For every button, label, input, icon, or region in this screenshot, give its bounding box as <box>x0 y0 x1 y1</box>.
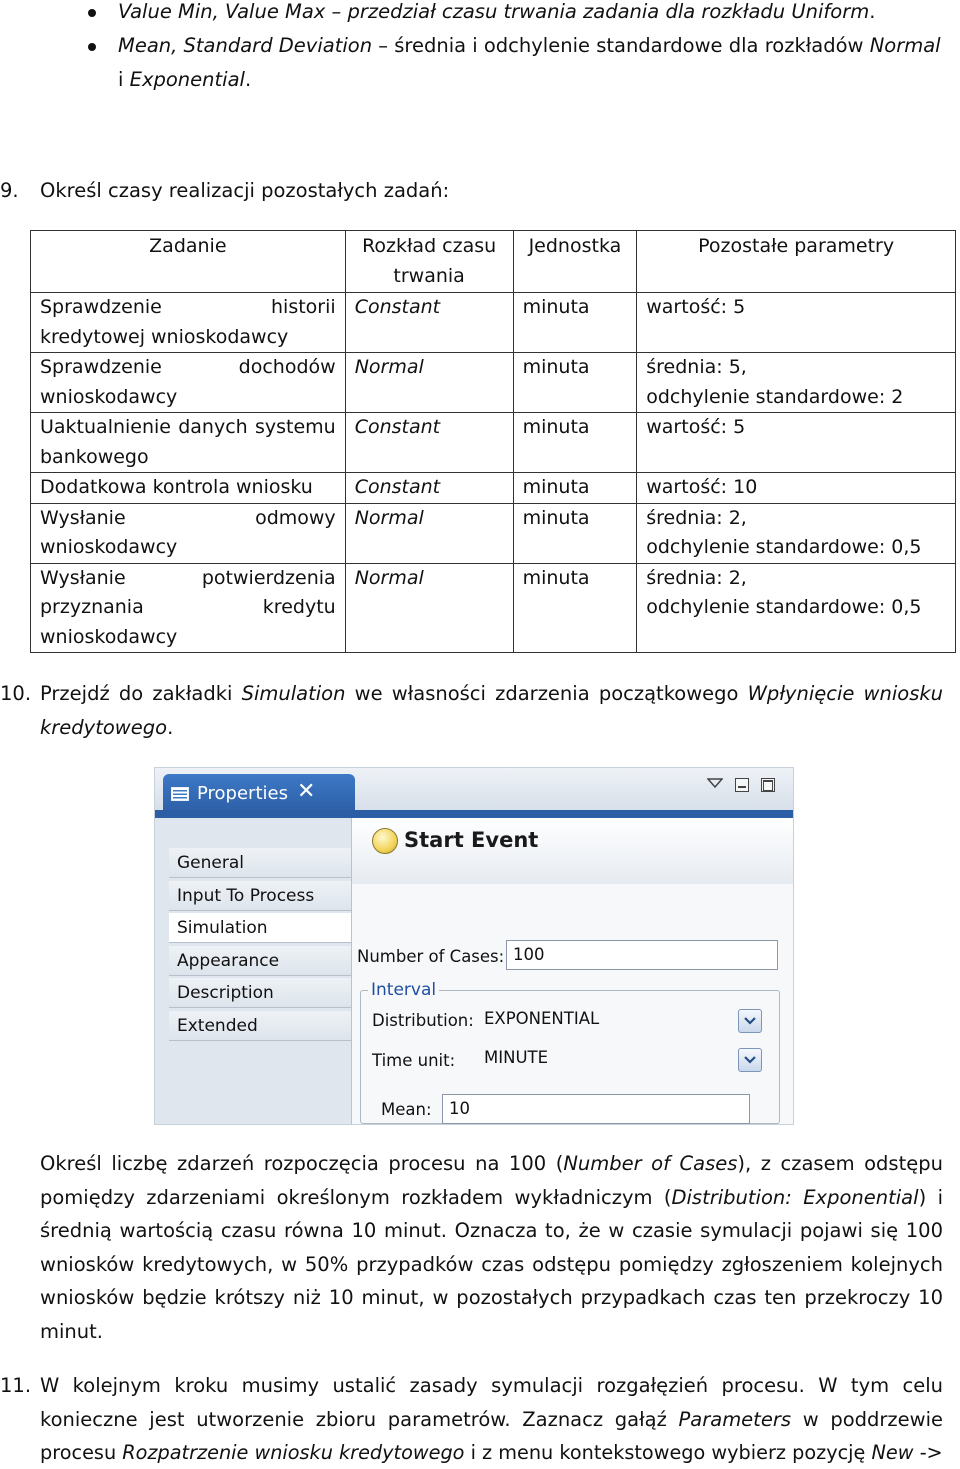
paragraph-line <box>40 1315 103 1348</box>
event-title: Start Event <box>404 828 539 852</box>
text-run: średnią wartością czasu równa 10 minut. Oznacza to, że w czasie symulacji pojawi się 100 <box>40 1219 943 1242</box>
italic-run: Wpłynięcie wniosku <box>747 682 944 705</box>
italic-run: New -> <box>871 1441 943 1464</box>
params-line: wartość: 5 <box>646 296 746 318</box>
task-cell: Uaktualnienie danych systemu bankowego <box>31 413 346 473</box>
text-run: minut. <box>40 1319 103 1343</box>
paragraph-line <box>40 1181 943 1214</box>
distribution-select[interactable]: EXPONENTIAL <box>484 1009 600 1028</box>
chevron-down-icon <box>739 1010 761 1032</box>
bullet-mean-sd-line1 <box>118 29 941 62</box>
bullet-dot <box>88 9 96 17</box>
step-11-line <box>40 1369 943 1402</box>
params-line: średnia: 2, <box>646 566 747 589</box>
table-header-row <box>31 231 956 293</box>
text-run: ), z czasem odstępu <box>737 1152 943 1175</box>
text-run: pomiędzy zdarzeniami określonym rozkładem wykładniczym ( <box>40 1185 672 1209</box>
italic-run: Number of Cases <box>563 1152 738 1175</box>
text-run: procesu <box>40 1441 123 1464</box>
text-run: we własności zdarzenia początkowego <box>345 682 748 705</box>
task-cell: Sprawdzenie historii kredytowej wnioskodawcy <box>31 293 346 353</box>
task-cell: Wysłanie odmowy wnioskodawcy <box>31 503 346 563</box>
distribution-cell: Normal <box>345 563 513 653</box>
distribution-label: Distribution: <box>372 1011 474 1030</box>
time-unit-select[interactable]: MINUTE <box>484 1048 549 1067</box>
table-row <box>31 563 956 653</box>
italic-run: Rozpatrzenie wniosku kredytowego <box>122 1441 465 1464</box>
step-9-text: Określ czasy realizacji pozostałych zadań: <box>40 179 450 202</box>
params-line: odchylenie standardowe: 0,5 <box>646 596 922 618</box>
mean-label: Mean: <box>381 1100 432 1119</box>
step-11-line <box>40 1436 943 1469</box>
unit-cell: minuta <box>513 503 637 563</box>
task-cell: Sprawdzenie dochodów wnioskodawcy <box>31 353 346 413</box>
params-line: wartość: 10 <box>646 476 758 498</box>
panel-top-border <box>155 810 793 818</box>
params-cell <box>637 503 956 563</box>
step-9-number: 9. <box>0 179 19 202</box>
text-run: . <box>244 68 252 91</box>
step-10-line1 <box>40 677 943 710</box>
task-cell: Wysłanie potwierdzenia przyznania kredytu wnioskodawcy <box>31 563 346 653</box>
distribution-dropdown-button[interactable] <box>738 1009 762 1033</box>
time-unit-label: Time unit: <box>372 1051 456 1070</box>
event-header <box>352 818 794 884</box>
properties-panel <box>154 767 794 1125</box>
number-of-cases-input[interactable]: 100 <box>506 940 778 970</box>
task-cell: Dodatkowa kontrola wniosku <box>31 473 346 504</box>
params-cell <box>637 473 956 504</box>
params-line: odchylenie standardowe: 2 <box>646 385 904 408</box>
italic-run: Mean, Standard Deviation <box>118 34 373 57</box>
italic-run: Parameters <box>678 1407 792 1431</box>
text-run: W kolejnym kroku musimy ustalić zasady symulacji rozgałęzień procesu. W tym celu <box>40 1374 943 1397</box>
unit-cell: minuta <box>513 563 637 653</box>
text-run: Przejdź do zakładki <box>40 682 242 705</box>
header-distribution: Rozkład czasu trwania <box>345 231 513 293</box>
table-row <box>31 353 956 413</box>
italic-run: Exponential <box>129 68 245 91</box>
unit-cell: minuta <box>513 293 637 353</box>
header-params: Pozostałe parametry <box>637 231 956 293</box>
chevron-down-icon <box>739 1049 761 1071</box>
distribution-cell: Constant <box>345 473 513 504</box>
unit-cell: minuta <box>513 413 637 473</box>
step-10-number: 10. <box>0 682 32 705</box>
text-run: wniosków kredytowych, w 50% przypadków czas odstępu pomiędzy zgłoszeniem kolejnych <box>40 1252 943 1276</box>
tab-label: Properties <box>197 783 288 804</box>
paragraph-line <box>40 1248 943 1281</box>
text-run: i <box>118 68 130 91</box>
italic-run: Normal <box>869 34 941 57</box>
section-item-extended[interactable]: Extended <box>169 1011 351 1041</box>
section-item-input-to-process[interactable]: Input To Process <box>169 881 351 911</box>
section-item-appearance[interactable]: Appearance <box>169 946 351 976</box>
text-run: Określ liczbę zdarzeń rozpoczęcia procesu na 100 ( <box>40 1152 564 1175</box>
time-unit-dropdown-button[interactable] <box>738 1048 762 1072</box>
italic-run: Uniform <box>791 0 870 23</box>
sections-sidebar <box>165 818 351 1124</box>
text-run: konieczne jest utworzenie zbioru parametrów. Zaznacz gałąź <box>40 1407 679 1431</box>
close-icon[interactable]: ✕ <box>297 779 316 804</box>
step-11-number: 11. <box>0 1374 32 1397</box>
panel-titlebar <box>155 768 793 810</box>
italic-run: Simulation <box>241 682 346 705</box>
step-10-line2 <box>40 711 173 744</box>
header-unit: Jednostka <box>513 231 637 293</box>
distribution-cell: Normal <box>345 353 513 413</box>
table-row <box>31 473 956 504</box>
unit-cell: minuta <box>513 473 637 504</box>
properties-icon <box>171 787 189 801</box>
section-item-simulation[interactable]: Simulation <box>169 913 351 943</box>
text-run: wniosków będzie krótszy niż 10 minut, w pozostałych przypadkach czas ten przekroczy 10 <box>40 1286 943 1309</box>
distribution-cell: Constant <box>345 413 513 473</box>
params-cell <box>637 413 956 473</box>
paragraph-line <box>40 1214 943 1247</box>
table-row <box>31 293 956 353</box>
header-task: Zadanie <box>31 231 346 293</box>
section-item-description[interactable]: Description <box>169 978 351 1008</box>
start-event-icon <box>372 828 398 854</box>
italic-run: – przedział czasu trwania zadania dla rozkładu <box>325 0 792 23</box>
section-content <box>351 818 794 1124</box>
task-times-table <box>30 230 956 653</box>
interval-group-label: Interval <box>368 978 439 1002</box>
text-run: – średnia i odchylenie standardowe dla rozkładów <box>372 34 870 57</box>
view-menu-icon[interactable] <box>707 776 723 790</box>
text-run: ) i <box>918 1185 943 1209</box>
text-run: . <box>167 716 174 739</box>
step-11-line <box>40 1403 943 1436</box>
params-line: odchylenie standardowe: 0,5 <box>646 536 922 558</box>
params-cell <box>637 293 956 353</box>
table-row <box>31 503 956 563</box>
params-line: średnia: 2, <box>646 506 747 529</box>
params-line: średnia: 5, <box>646 356 747 378</box>
params-cell <box>637 563 956 653</box>
paragraph-line <box>40 1281 943 1314</box>
mean-input[interactable]: 10 <box>442 1094 750 1124</box>
text-run: w poddrzewie <box>791 1407 944 1431</box>
properties-tab[interactable] <box>163 774 355 814</box>
number-of-cases-label: Number of Cases: <box>357 947 505 966</box>
bullet-value-min-max <box>118 0 875 28</box>
distribution-cell: Constant <box>345 293 513 353</box>
params-line: wartość: 5 <box>646 416 746 438</box>
distribution-cell: Normal <box>345 503 513 563</box>
text-run: . <box>869 0 876 23</box>
text-run: i z menu kontekstowego wybierz pozycję <box>464 1441 872 1464</box>
table-row <box>31 413 956 473</box>
params-cell <box>637 353 956 413</box>
italic-run: kredytowego <box>40 716 168 739</box>
bullet-mean-sd-line2 <box>118 63 251 96</box>
maximize-button[interactable] <box>761 778 775 792</box>
minimize-button[interactable] <box>735 778 749 792</box>
bullet-dot <box>88 43 96 51</box>
italic-run: Distribution: Exponential <box>671 1185 919 1209</box>
paragraph-line <box>40 1147 943 1180</box>
unit-cell: minuta <box>513 353 637 413</box>
section-item-general[interactable]: General <box>169 848 351 878</box>
italic-run: Value Min, Value Max <box>118 0 326 23</box>
